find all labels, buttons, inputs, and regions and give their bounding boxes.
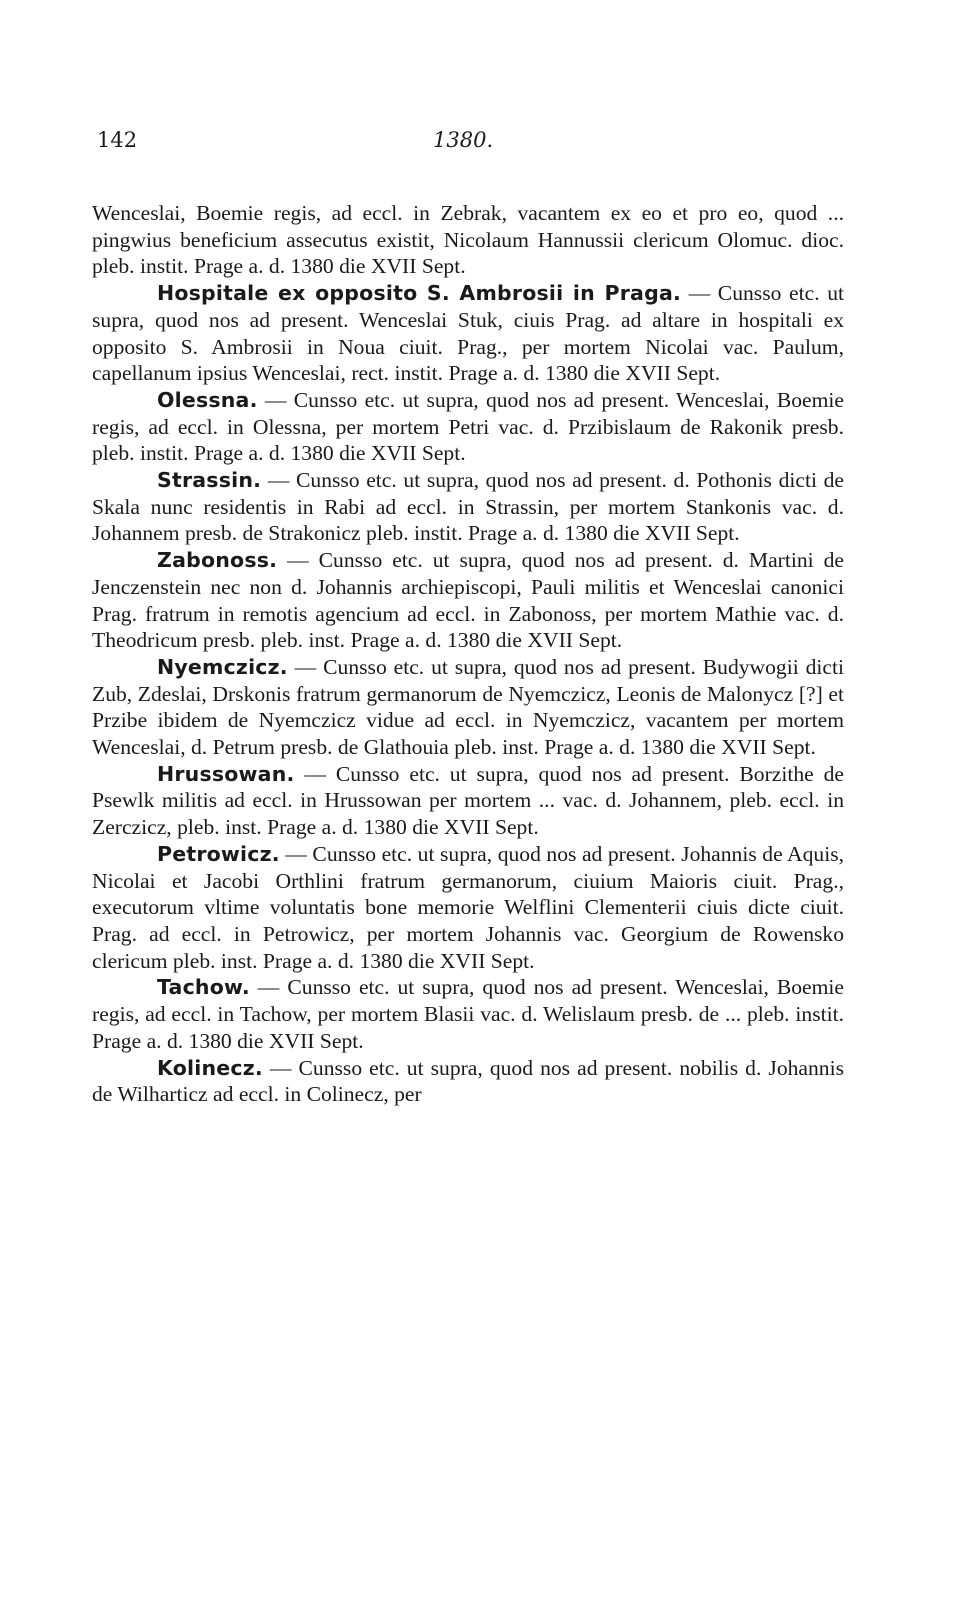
- entry-text: — Cunsso etc. ut supra, quod nos ad present. Budywogii dicti Zub, Zdeslai, Drskonis fratrum germanorum de Nyemczicz, Leonis de Malonycz [?] et Przibe ibidem de Nyemczicz vidue ad eccl. in Nyemczicz, vacantem per mortem Wenceslai, d. Petrum presb. de Glathouia pleb. inst. Prage a. d. 1380 die XVII Sept.: [92, 654, 844, 760]
- running-year: 1380.: [433, 128, 494, 152]
- entry-hrussowan: [92, 761, 844, 841]
- entry-olessna: [92, 387, 844, 467]
- entry-hospitale: [92, 280, 844, 387]
- entry-text: — Cunsso etc. ut supra, quod nos ad present. Borzithe de Psewlk militis ad eccl. in Hrussowan per mortem ... vac. d. Johannem, pleb. eccl. in Zerczicz, pleb. inst. Prage a. d. 1380 die XVII Sept.: [92, 761, 844, 840]
- entry-text: — Cunsso etc. ut supra, quod nos ad present. Wenceslai, Boemie regis, ad eccl. in Olessna, per mortem Petri vac. d. Przibislaum de Rakonik presb. pleb. instit. Prage a. d. 1380 die XVII Sept.: [92, 387, 844, 466]
- entry-heading: Kolinecz.: [157, 1055, 263, 1080]
- entry-heading: Zabonoss.: [157, 548, 278, 573]
- entry-nyemczicz: [92, 654, 844, 761]
- entry-tachow: [92, 974, 844, 1054]
- entry-heading: Hospitale ex opposito S. Ambrosii in Praga.: [157, 281, 681, 306]
- entry-heading: Strassin.: [157, 468, 262, 493]
- page-header: [97, 128, 849, 164]
- page-body: [92, 200, 844, 1108]
- entry-text: — Cunsso etc. ut supra, quod nos ad present. d. Martini de Jenczenstein nec non d. Johannis archiepiscopi, Pauli militis et Wenceslai canonici Prag. fratrum in remotis agencium ad eccl. in Zabonoss, per mortem Mathie vac. d. Theodricum presb. pleb. inst. Prage a. d. 1380 die XVII Sept.: [92, 548, 844, 653]
- entry-heading: Tachow.: [157, 975, 250, 1000]
- entry-petrowicz: [92, 841, 844, 975]
- entry-zabonoss: [92, 547, 844, 654]
- entry-heading: Nyemczicz.: [157, 654, 288, 679]
- entry-strassin: [92, 467, 844, 547]
- entry-heading: Olessna.: [157, 387, 258, 412]
- entry-text: — Cunsso etc. ut supra, quod nos ad present. Johannis de Aquis, Nicolai et Jacobi Orthlini fratrum germanorum, ciuium Maioris ciuit. Prag., executorum vltime voluntatis bone memorie Welflini Clementerii ciuis dicte ciuit. Prag. ad eccl. in Petrowicz, per mortem Johannis vac. Georgium de Rowensko clericum pleb. inst. Prage a. d. 1380 die XVII Sept.: [92, 841, 844, 973]
- page-number: 142: [97, 128, 138, 152]
- entry-kolinecz: [92, 1055, 844, 1108]
- entry-text: — Cunsso etc. ut supra, quod nos ad present. nobilis d. Johannis de Wilharticz ad eccl. in Colinecz, per: [92, 1055, 844, 1107]
- continued-paragraph: Wenceslai, Boemie regis, ad eccl. in Zebrak, vacantem ex eo et pro eo, quod ... pingwius beneficium assecutus existit, Nicolaum Hannussii clericum Olomuc. dioc. pleb. instit. Prage a. d. 1380 die XVII Sept.: [92, 201, 844, 279]
- entry-heading: Hrussowan.: [157, 761, 295, 786]
- entry-text: — Cunsso etc. ut supra, quod nos ad present. d. Pothonis dicti de Skala nunc residentis in Rabi ad eccl. in Strassin, per mortem Stankonis vac. d. Johannem presb. de Strakonicz pleb. instit. Prage a. d. 1380 die XVII Sept.: [92, 468, 844, 546]
- entry-heading: Petrowicz.: [157, 841, 280, 866]
- entry-text: — Cunsso etc. ut supra, quod nos ad present. Wenceslai, Boemie regis, ad eccl. in Tachow, per mortem Blasii vac. d. Welislaum presb. de ... pleb. instit. Prage a. d. 1380 die XVII Sept.: [92, 975, 844, 1053]
- entry-text: — Cunsso etc. ut supra, quod nos ad present. Wenceslai Stuk, ciuis Prag. ad altare in hospitali ex opposito S. Ambrosii in Noua ciuit. Prag., per mortem Nicolai vac. Paulum, capellanum ipsius Wenceslai, rect. instit. Prage a. d. 1380 die XVII Sept.: [92, 281, 845, 386]
